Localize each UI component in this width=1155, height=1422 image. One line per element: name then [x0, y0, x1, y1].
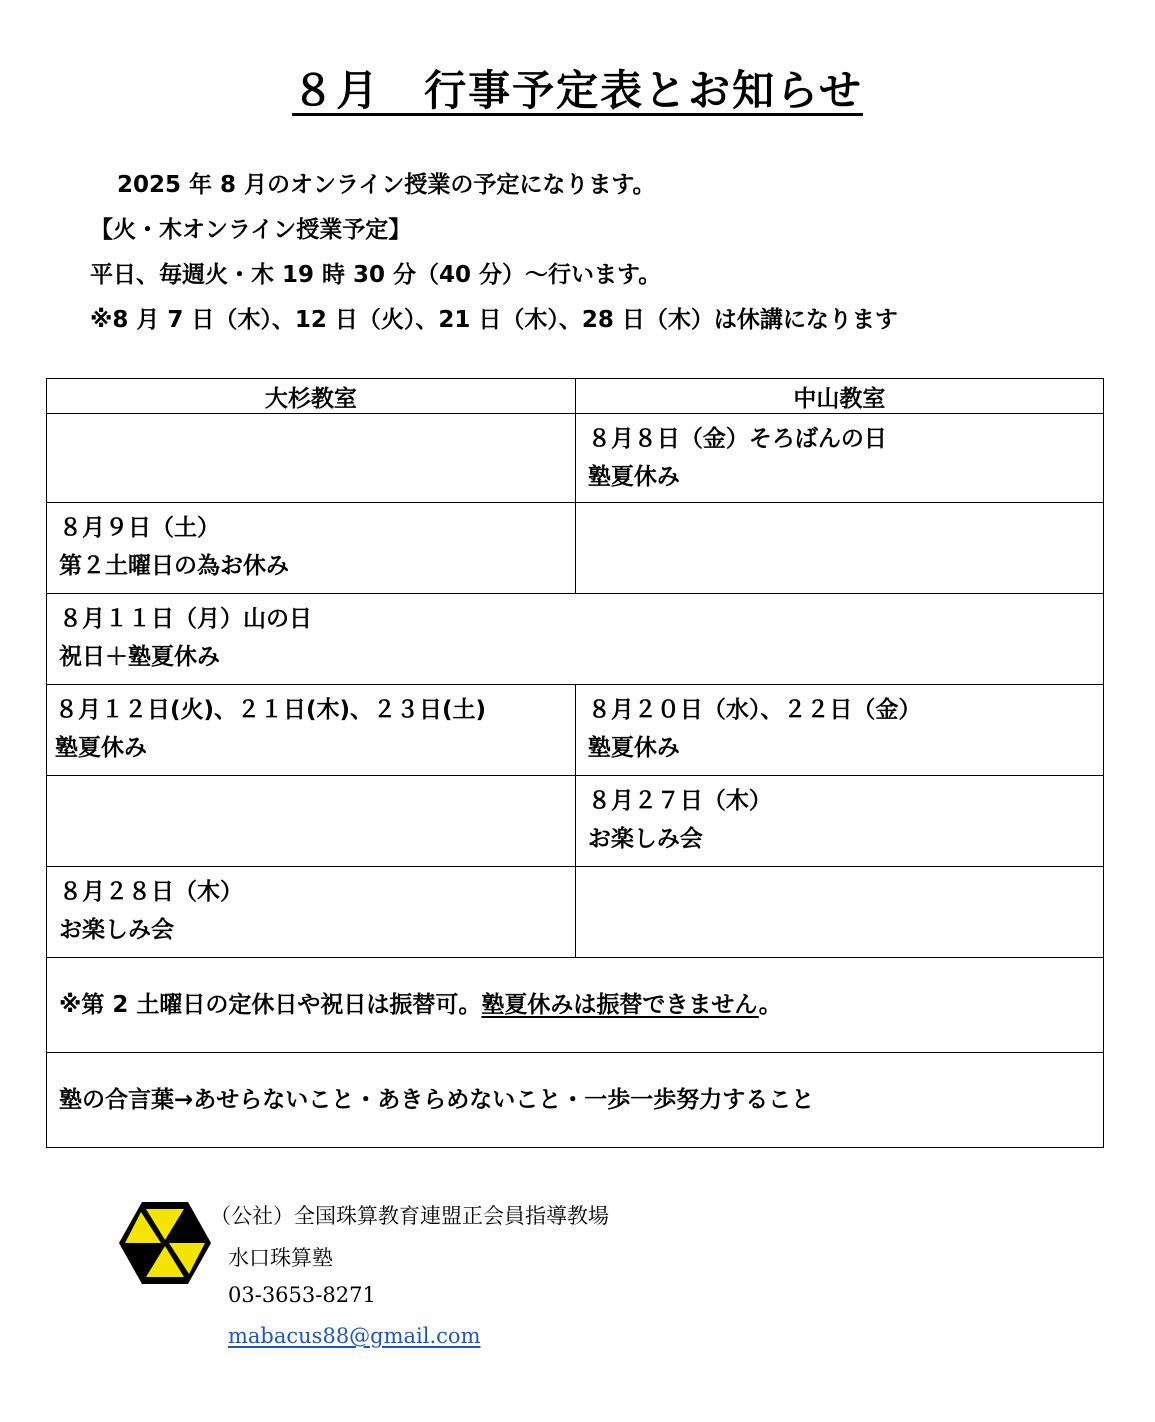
motto: 塾の合言葉→あせらないこと・あきらめないこと・一歩一歩努力すること: [47, 1053, 1104, 1148]
motto-row: [47, 1053, 1104, 1148]
schedule-table: [46, 378, 1104, 1148]
cell-osugi: ８月９日（土） 第２土曜日の為お休み: [47, 503, 576, 594]
intro-line-1: 2025 年 8 月のオンライン授業の予定になります。: [117, 172, 656, 198]
intro-section: [90, 163, 898, 343]
table-header-row: [47, 379, 1104, 414]
cell-nakayama: ８月２０日（水）、２２日（金） 塾夏休み: [575, 685, 1103, 776]
cell-nakayama: [575, 503, 1103, 594]
no-makeup-notice: 塾夏休みは振替できません: [481, 992, 759, 1018]
header-nakayama: 中山教室: [575, 379, 1103, 414]
school-name: 水口珠算塾: [228, 1246, 333, 1270]
email-link[interactable]: mabacus88@gmail.com: [228, 1324, 481, 1348]
table-row: [47, 503, 1104, 594]
cell-osugi: [47, 414, 576, 503]
intro-line-3: 平日、毎週火・木 19 時 30 分（40 分）～行います。: [90, 262, 662, 288]
note-row: [47, 958, 1104, 1053]
cell-osugi: [47, 776, 576, 867]
abacus-federation-logo: [118, 1200, 212, 1286]
cell-nakayama: [575, 867, 1103, 958]
cell-nakayama: ８月２７日（木） お楽しみ会: [575, 776, 1103, 867]
table-row: [47, 776, 1104, 867]
intro-line-2: 【火・木オンライン授業予定】: [90, 217, 412, 243]
page-title: ８月 行事予定表とお知らせ: [292, 66, 863, 115]
table-row: [47, 414, 1104, 503]
cell-nakayama: ８月８日（金）そろばんの日 塾夏休み: [575, 414, 1103, 503]
makeup-note: ※第 2 土曜日の定休日や祝日は振替可。塾夏休みは振替できません。: [47, 958, 1104, 1053]
table-row: [47, 867, 1104, 958]
header-osugi: 大杉教室: [47, 379, 576, 414]
table-row: [47, 594, 1104, 685]
phone-number: 03-3653-8271: [228, 1283, 376, 1307]
cell-osugi: ８月１２日(火)、２１日(木)、２３日(土) 塾夏休み: [47, 685, 576, 776]
table-row: [47, 685, 1104, 776]
cell-full-width: ８月１１日（月）山の日 祝日＋塾夏休み: [47, 594, 1104, 685]
cell-osugi: ８月２８日（木） お楽しみ会: [47, 867, 576, 958]
organization-name: （公社）全国珠算教育連盟正会員指導教場: [210, 1204, 609, 1228]
intro-line-4: ※8 月 7 日（木）、12 日（火）、21 日（木）、28 日（木）は休講になります: [90, 307, 898, 333]
